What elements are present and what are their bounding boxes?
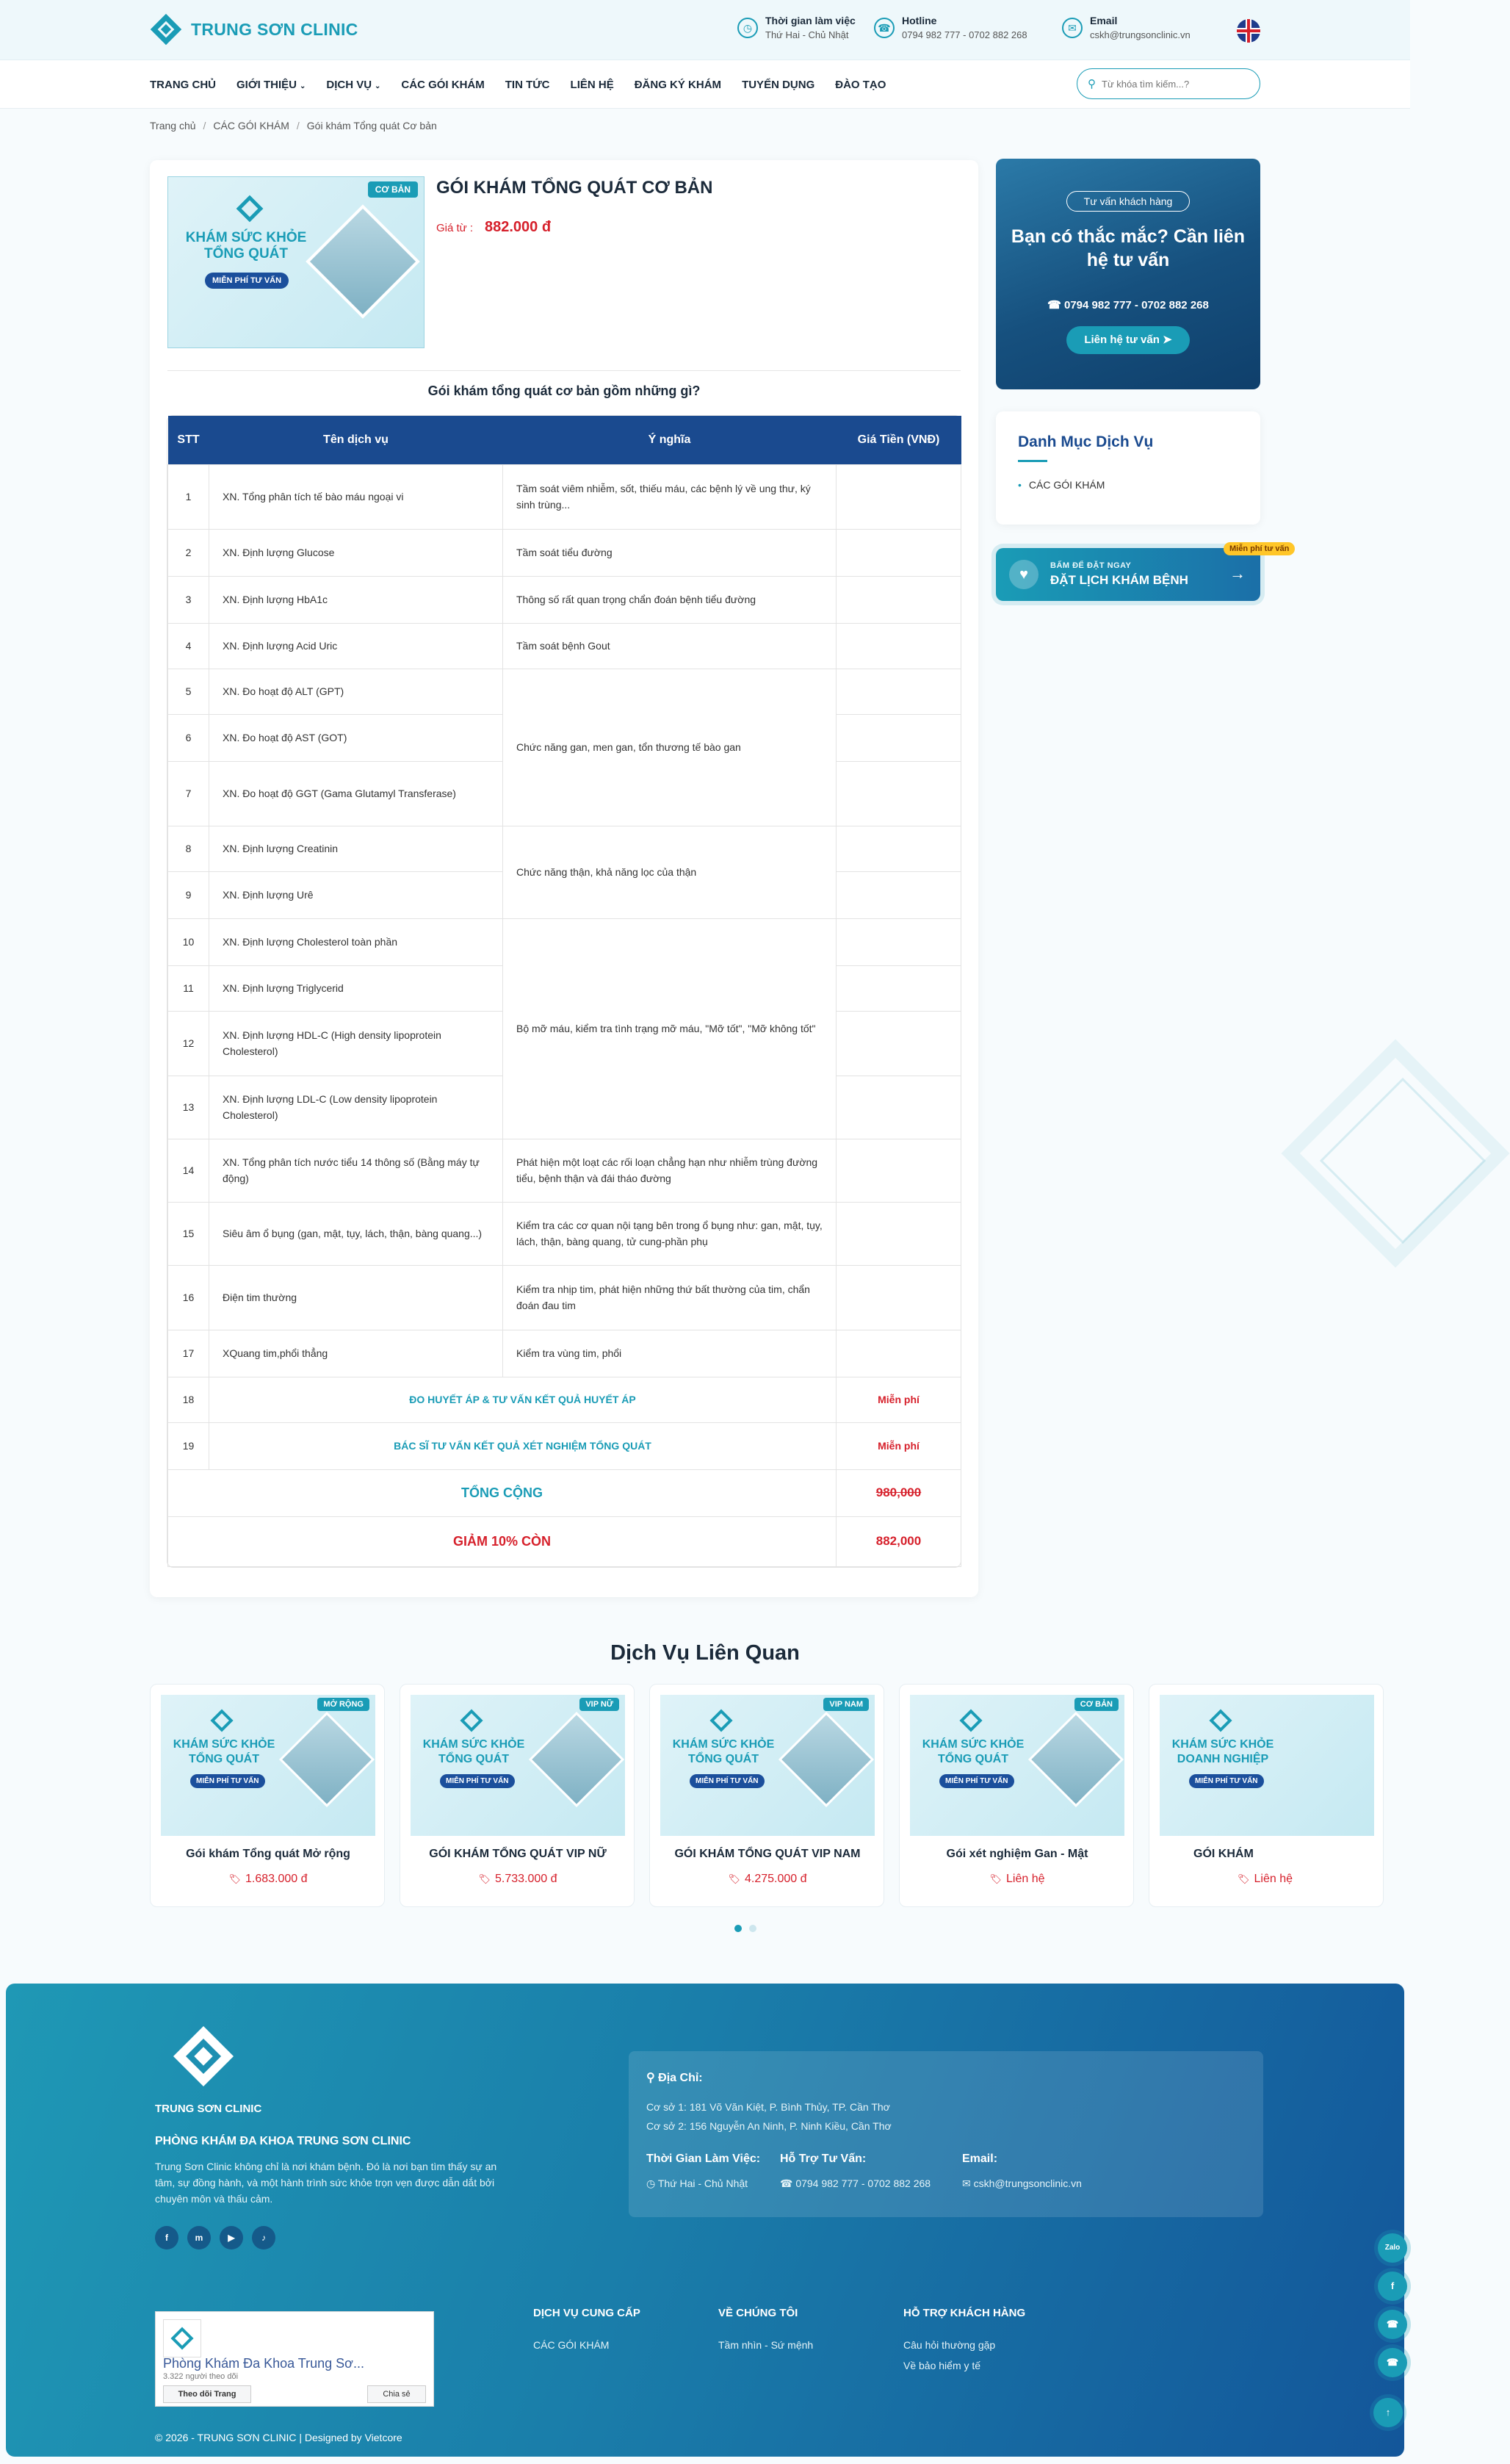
nav-item-packages[interactable]: CÁC GÓI KHÁM bbox=[401, 78, 485, 91]
clinic-logo-icon bbox=[709, 1709, 732, 1732]
cell-price bbox=[837, 669, 961, 714]
related-price bbox=[400, 1873, 635, 1886]
footer-link-packages[interactable]: CÁC GÓI KHÁM bbox=[533, 2339, 610, 2351]
related-badge: CƠ BẢN bbox=[1074, 1698, 1119, 1711]
carousel-dots bbox=[734, 1925, 756, 1932]
cell-price bbox=[837, 576, 961, 623]
mail-icon: ✉ bbox=[1062, 18, 1083, 38]
hours-title: Thời gian làm việc bbox=[765, 15, 856, 26]
cell-service: ĐO HUYẾT ÁP & TƯ VẤN KẾT QUẢ HUYẾT ÁP bbox=[209, 1377, 837, 1422]
category-underline bbox=[1018, 460, 1047, 462]
cell-price bbox=[837, 1265, 961, 1330]
footer-link-insurance[interactable]: Về bảo hiểm y tế bbox=[903, 2360, 981, 2371]
zalo-icon[interactable]: Zalo bbox=[1378, 2233, 1407, 2263]
footer-brand: TRUNG SƠN CLINIC bbox=[155, 2103, 262, 2115]
col-header-stt: STT bbox=[168, 416, 209, 464]
facebook-share-button[interactable]: Chia sẻ bbox=[367, 2385, 426, 2403]
related-badge: MỞ RỘNG bbox=[317, 1698, 369, 1711]
nav-item-about-label: GIỚI THIỆU bbox=[236, 78, 297, 91]
related-price bbox=[151, 1873, 386, 1886]
table-row bbox=[168, 1422, 961, 1469]
cell-price bbox=[837, 1330, 961, 1377]
cell-price bbox=[837, 529, 961, 576]
footer-logo-icon bbox=[175, 2028, 234, 2086]
send-icon: ➤ bbox=[1163, 334, 1172, 346]
related-image-button: MIỄN PHÍ TƯ VẤN bbox=[190, 1774, 265, 1788]
cell-meaning: Chức năng thận, khả năng lọc của thận bbox=[503, 826, 837, 918]
table-row bbox=[168, 1265, 961, 1330]
product-image-title bbox=[180, 230, 312, 262]
footer-col-support-title: HỖ TRỢ KHÁCH HÀNG bbox=[903, 2307, 1026, 2319]
clock-icon: ◷ bbox=[737, 18, 758, 38]
related-card[interactable] bbox=[1149, 1684, 1384, 1907]
table-row bbox=[168, 1330, 961, 1377]
cell-price bbox=[837, 1202, 961, 1265]
cell-meaning: Bộ mỡ máu, kiểm tra tình trạng mỡ máu, "Mỡ tốt", "Mỡ không tốt" bbox=[503, 918, 837, 1139]
related-card[interactable] bbox=[400, 1684, 635, 1907]
facebook-page-widget[interactable] bbox=[155, 2311, 434, 2407]
heart-icon: ♥ bbox=[1009, 560, 1038, 589]
book-small-label: BẤM ĐỂ ĐẶT NGAY bbox=[1050, 561, 1132, 570]
product-title: GÓI KHÁM TỔNG QUÁT CƠ BẢN bbox=[436, 178, 713, 198]
related-card-image bbox=[411, 1695, 625, 1836]
table-row bbox=[168, 669, 961, 714]
related-name[interactable]: GÓI KHÁM TỔNG QUÁT VIP NỮ bbox=[429, 1848, 607, 1860]
mail-icon: ✉ bbox=[962, 2177, 974, 2189]
price-tag-icon: 🏷 bbox=[478, 1873, 491, 1884]
package-contents-title: Gói khám tổng quát cơ bản gồm những gì? bbox=[427, 383, 701, 398]
related-card[interactable] bbox=[649, 1684, 884, 1907]
cell-stt: 3 bbox=[168, 576, 209, 623]
cell-stt: 11 bbox=[168, 965, 209, 1011]
footer-email-value[interactable] bbox=[962, 2177, 1082, 2190]
related-image-button: MIỄN PHÍ TƯ VẤN bbox=[690, 1774, 765, 1788]
related-name[interactable]: Gói khám Tổng quát Mở rộng bbox=[186, 1848, 350, 1860]
discount-label: GIẢM 10% CÒN bbox=[168, 1516, 837, 1566]
services-table bbox=[167, 416, 961, 1567]
cell-stt: 13 bbox=[168, 1076, 209, 1139]
footer-description: Trung Sơn Clinic không chỉ là nơi khám bệnh. Đó là nơi bạn tìm thấy sự an tâm, sự đồng hành, và một hành trình sức khỏe trọn vẹn được dẫn dắt bởi chuyên môn và thấu cảm. bbox=[155, 2161, 497, 2205]
consult-pill: Tư vấn khách hàng bbox=[1066, 191, 1190, 212]
nav-item-services[interactable] bbox=[326, 79, 380, 91]
related-image-line1: KHÁM SỨC KHỎE bbox=[672, 1738, 775, 1751]
cell-service: XN. Đo hoạt độ ALT (GPT) bbox=[209, 669, 503, 714]
related-image-line1: KHÁM SỨC KHỎE bbox=[422, 1738, 525, 1751]
facebook-page-name[interactable]: Phòng Khám Đa Khoa Trung Sơ... bbox=[163, 2356, 364, 2371]
product-image-line2: TỔNG QUÁT bbox=[204, 246, 288, 262]
cell-service: XN. Đo hoạt độ GGT (Gama Glutamyl Transferase) bbox=[209, 761, 503, 826]
cell-service: Siêu âm ổ bụng (gan, mật, tụy, lách, thận, bàng quang...) bbox=[209, 1202, 503, 1265]
related-photo bbox=[779, 1712, 874, 1807]
related-image-button: MIỄN PHÍ TƯ VẤN bbox=[1189, 1774, 1264, 1788]
footer-email-title: Email: bbox=[962, 2153, 998, 2165]
language-flag-icon[interactable] bbox=[1237, 19, 1260, 43]
email-title: Email bbox=[1090, 15, 1118, 26]
nav-item-training[interactable]: ĐÀO TẠO bbox=[835, 78, 886, 91]
facebook-page-avatar bbox=[163, 2319, 201, 2357]
email-contact[interactable] bbox=[1062, 15, 1191, 40]
nav-item-home[interactable]: TRANG CHỦ bbox=[150, 78, 216, 91]
facebook-float-icon[interactable]: f bbox=[1378, 2272, 1407, 2301]
cell-stt: 6 bbox=[168, 714, 209, 761]
footer-clinic-name: PHÒNG KHÁM ĐA KHOA TRUNG SƠN CLINIC bbox=[155, 2135, 411, 2147]
footer-hours-title: Thời Gian Làm Việc: bbox=[646, 2153, 761, 2165]
related-badge: VIP NAM bbox=[823, 1698, 869, 1711]
footer-support-title: Hỗ Trợ Tư Vấn: bbox=[780, 2153, 867, 2165]
discount-price: 882,000 bbox=[837, 1516, 961, 1566]
table-row bbox=[168, 1377, 961, 1422]
related-image-line2: TỔNG QUÁT bbox=[688, 1753, 759, 1765]
social-links bbox=[155, 2226, 275, 2249]
related-card-image bbox=[161, 1695, 375, 1836]
facebook-follow-button[interactable]: Theo dõi Trang bbox=[163, 2385, 251, 2403]
table-row bbox=[168, 623, 961, 669]
email-value[interactable]: cskh@trungsonclinic.vn bbox=[1090, 29, 1191, 40]
address-title bbox=[646, 2070, 703, 2085]
related-image-button: MIỄN PHÍ TƯ VẤN bbox=[939, 1774, 1014, 1788]
product-image-badge: CƠ BẢN bbox=[368, 181, 418, 198]
table-row bbox=[168, 529, 961, 576]
related-price bbox=[1149, 1873, 1384, 1886]
cell-service: XN. Đo hoạt độ AST (GOT) bbox=[209, 714, 503, 761]
related-price bbox=[650, 1873, 885, 1886]
cell-stt: 8 bbox=[168, 826, 209, 871]
category-item-packages[interactable]: • CÁC GÓI KHÁM bbox=[1018, 479, 1105, 491]
related-image-line2: TỔNG QUÁT bbox=[438, 1753, 509, 1765]
related-card-image bbox=[910, 1695, 1124, 1836]
breadcrumb-separator: / bbox=[296, 120, 300, 132]
cell-stt: 12 bbox=[168, 1011, 209, 1076]
footer-email-text: cskh@trungsonclinic.vn bbox=[973, 2177, 1082, 2189]
price-tag-icon: 🏷 bbox=[728, 1873, 740, 1884]
cell-stt: 9 bbox=[168, 871, 209, 918]
consult-phone[interactable] bbox=[996, 298, 1260, 311]
contact-consult-button[interactable] bbox=[1066, 326, 1190, 354]
cell-stt: 2 bbox=[168, 529, 209, 576]
related-image-line1: KHÁM SỨC KHỎE bbox=[173, 1738, 275, 1751]
messenger-icon[interactable]: m bbox=[187, 2226, 211, 2249]
top-header bbox=[0, 0, 1410, 60]
cell-meaning: Phát hiện một loạt các rối loạn chẳng hạn như nhiễm trùng đường tiểu, bệnh thận và đái tháo đường bbox=[503, 1139, 837, 1202]
related-image-line2: TỔNG QUÁT bbox=[938, 1753, 1008, 1765]
table-row bbox=[168, 576, 961, 623]
price-tag-icon: 🏷 bbox=[989, 1873, 1002, 1884]
address-title-text: Địa Chỉ: bbox=[658, 2072, 703, 2084]
table-row bbox=[168, 826, 961, 871]
book-large-label: ĐẶT LỊCH KHÁM BỆNH bbox=[1050, 573, 1188, 587]
related-carousel bbox=[150, 1684, 1293, 1909]
price-label: Giá từ : bbox=[436, 222, 474, 234]
cell-price bbox=[837, 761, 961, 826]
related-card[interactable] bbox=[150, 1684, 385, 1907]
cell-meaning: Chức năng gan, men gan, tổn thương tế bào gan bbox=[503, 669, 837, 826]
cell-stt: 19 bbox=[168, 1422, 209, 1469]
phone-float-icon[interactable]: ☎ bbox=[1378, 2310, 1407, 2339]
hotline-title: Hotline bbox=[902, 15, 937, 26]
search-input[interactable] bbox=[1102, 79, 1241, 90]
cell-price bbox=[837, 1139, 961, 1202]
cell-stt: 4 bbox=[168, 623, 209, 669]
cell-price bbox=[837, 714, 961, 761]
nav-item-services-label: DỊCH VỤ bbox=[326, 78, 372, 91]
logo-text: TRUNG SƠN CLINIC bbox=[191, 19, 358, 39]
cell-price bbox=[837, 464, 961, 529]
table-header-row bbox=[168, 416, 961, 464]
col-header-meaning: Ý nghĩa bbox=[503, 416, 837, 464]
search-icon[interactable]: ⚲ bbox=[1088, 78, 1096, 90]
related-image-line1: KHÁM SỨC KHỎE bbox=[1171, 1738, 1274, 1751]
facebook-icon[interactable]: f bbox=[155, 2226, 178, 2249]
cell-price bbox=[837, 1076, 961, 1139]
phone-icon: ☎ bbox=[874, 18, 895, 38]
carousel-dot[interactable] bbox=[749, 1925, 756, 1932]
cell-price: Miễn phí bbox=[837, 1422, 961, 1469]
footer-col-about-title: VỀ CHÚNG TÔI bbox=[718, 2307, 798, 2319]
facebook-followers: 3.322 người theo dõi bbox=[163, 2372, 239, 2381]
clinic-logo-icon bbox=[460, 1709, 483, 1732]
related-photo bbox=[1028, 1712, 1124, 1807]
cell-service: XQuang tim,phổi thẳng bbox=[209, 1330, 503, 1377]
book-appointment-button[interactable] bbox=[996, 548, 1260, 601]
related-image-line2: DOANH NGHIỆP bbox=[1177, 1753, 1269, 1765]
related-image-line2: TỔNG QUÁT bbox=[189, 1753, 259, 1765]
logo-icon bbox=[150, 13, 182, 46]
cell-service: XN. Tổng phân tích nước tiểu 14 thông số (Bằng máy tự động) bbox=[209, 1139, 503, 1202]
table-row bbox=[168, 1202, 961, 1265]
nav-item-careers[interactable]: TUYỂN DỤNG bbox=[742, 78, 815, 91]
cell-service: XN. Định lượng HDL-C (High density lipoprotein Cholesterol) bbox=[209, 1011, 503, 1076]
hotline[interactable] bbox=[874, 15, 1027, 40]
hotline-value[interactable]: 0794 982 777 - 0702 882 268 bbox=[902, 29, 1027, 40]
clinic-logo-icon bbox=[1209, 1709, 1232, 1732]
cell-price bbox=[837, 918, 961, 965]
footer-link-faq[interactable]: Câu hỏi thường gặp bbox=[903, 2339, 996, 2351]
cell-service: XN. Định lượng HbA1c bbox=[209, 576, 503, 623]
related-name[interactable]: GÓI KHÁM TỔNG QUÁT VIP NAM bbox=[674, 1848, 861, 1860]
cell-stt: 10 bbox=[168, 918, 209, 965]
address-line-2: Cơ sở 2: 156 Nguyễn An Ninh, P. Ninh Kiều, Cần Thơ bbox=[646, 2120, 892, 2132]
cell-service: XN. Định lượng Acid Uric bbox=[209, 623, 503, 669]
consult-card bbox=[996, 159, 1260, 389]
address-line-1: Cơ sở 1: 181 Võ Văn Kiệt, P. Bình Thủy, TP. Cần Thơ bbox=[646, 2101, 890, 2113]
cell-meaning: Kiểm tra vùng tim, phổi bbox=[503, 1330, 837, 1377]
cell-price bbox=[837, 826, 961, 871]
cell-stt: 16 bbox=[168, 1265, 209, 1330]
copyright: © 2026 - TRUNG SƠN CLINIC | Designed by Vietcore bbox=[155, 2432, 402, 2443]
site-footer bbox=[6, 1984, 1404, 2457]
cell-price: Miễn phí bbox=[837, 1377, 961, 1422]
related-image-title bbox=[914, 1737, 1032, 1767]
cell-meaning: Kiểm tra nhịp tim, phát hiện những thứ bất thường của tim, chẩn đoán đau tim bbox=[503, 1265, 837, 1330]
nav-item-contact[interactable]: LIÊN HỆ bbox=[570, 78, 614, 91]
cell-meaning: Tầm soát viêm nhiễm, sốt, thiếu máu, các bệnh lý về ung thư, ký sinh trùng... bbox=[503, 464, 837, 529]
table-row bbox=[168, 918, 961, 965]
related-card[interactable] bbox=[899, 1684, 1134, 1907]
chevron-down-icon: ⌄ bbox=[299, 82, 306, 90]
cell-service: XN. Định lượng Triglycerid bbox=[209, 965, 503, 1011]
breadcrumb-separator: / bbox=[203, 120, 206, 132]
footer-hours-text: Thứ Hai - Chủ Nhật bbox=[657, 2177, 748, 2189]
related-badge: VIP NỮ bbox=[579, 1698, 619, 1711]
free-consult-badge: Miễn phí tư vấn bbox=[1224, 542, 1295, 555]
consult-title: Bạn có thắc mắc? Cần liên hệ tư vấn bbox=[1011, 226, 1246, 270]
cell-price bbox=[837, 623, 961, 669]
nav-item-about[interactable] bbox=[236, 79, 306, 91]
product-image bbox=[167, 176, 425, 348]
cell-service: XN. Định lượng LDL-C (Low density lipoprotein Cholesterol) bbox=[209, 1076, 503, 1139]
related-price-value: Liên hệ bbox=[1006, 1873, 1045, 1885]
cell-meaning: Thông số rất quan trọng chẩn đoán bệnh tiểu đường bbox=[503, 576, 837, 623]
related-price bbox=[900, 1873, 1135, 1886]
breadcrumb-category[interactable]: CÁC GÓI KHÁM bbox=[213, 120, 289, 132]
contact-consult-label: Liên hệ tư vấn bbox=[1084, 334, 1160, 346]
discount-row bbox=[168, 1516, 961, 1566]
footer-col-services-title: DỊCH VỤ CUNG CẤP bbox=[533, 2307, 640, 2319]
related-services-title: Dịch Vụ Liên Quan bbox=[610, 1641, 800, 1665]
working-hours bbox=[737, 15, 856, 40]
related-name[interactable]: GÓI KHÁM bbox=[1193, 1848, 1254, 1860]
col-header-price: Giá Tiền (VNĐ) bbox=[837, 416, 961, 464]
related-image-title bbox=[415, 1737, 532, 1767]
cell-meaning: Tầm soát tiểu đường bbox=[503, 529, 837, 576]
cell-stt: 18 bbox=[168, 1377, 209, 1422]
cell-price bbox=[837, 965, 961, 1011]
cell-service: Điện tim thường bbox=[209, 1265, 503, 1330]
related-price-value: 4.275.000 đ bbox=[744, 1873, 807, 1885]
table-row bbox=[168, 464, 961, 529]
site-logo[interactable] bbox=[150, 13, 358, 46]
category-title: Danh Mục Dịch Vụ bbox=[1018, 433, 1154, 450]
cell-meaning: Kiểm tra các cơ quan nội tạng bên trong ổ bụng như: gan, mật, tụy, lách, thận, bàng quang, tử cung-phần phụ bbox=[503, 1202, 837, 1265]
cell-stt: 7 bbox=[168, 761, 209, 826]
cell-stt: 1 bbox=[168, 464, 209, 529]
youtube-icon[interactable]: ▶ bbox=[220, 2226, 243, 2249]
nav-item-register[interactable]: ĐĂNG KÝ KHÁM bbox=[634, 78, 722, 91]
footer-link-vision[interactable]: Tầm nhìn - Sứ mệnh bbox=[718, 2339, 814, 2351]
related-image-title bbox=[1164, 1737, 1282, 1767]
total-label: TỔNG CỘNG bbox=[168, 1469, 837, 1516]
cell-meaning: Tầm soát bệnh Gout bbox=[503, 623, 837, 669]
related-price-value: 5.733.000 đ bbox=[494, 1873, 557, 1885]
carousel-dot-active[interactable] bbox=[734, 1925, 742, 1932]
cell-service: BÁC SĨ TƯ VẤN KẾT QUẢ XÉT NGHIỆM TỔNG QUÁT bbox=[209, 1422, 837, 1469]
doctor-photo bbox=[306, 204, 420, 319]
tiktok-icon[interactable]: ♪ bbox=[252, 2226, 275, 2249]
cell-service: XN. Tổng phân tích tế bào máu ngoại vi bbox=[209, 464, 503, 529]
related-card-image bbox=[660, 1695, 875, 1836]
col-header-service: Tên dịch vụ bbox=[209, 416, 503, 464]
total-price: 980,000 bbox=[837, 1469, 961, 1516]
arrow-right-icon: → bbox=[1229, 564, 1246, 583]
cell-service: XN. Định lượng Urê bbox=[209, 871, 503, 918]
related-card-image bbox=[1160, 1695, 1374, 1836]
price-tag-icon: 🏷 bbox=[1238, 1873, 1250, 1884]
nav-item-news[interactable]: TIN TỨC bbox=[505, 78, 550, 91]
cell-stt: 15 bbox=[168, 1202, 209, 1265]
phone-float-icon[interactable]: ☎ bbox=[1378, 2348, 1407, 2377]
footer-contact-box bbox=[629, 2051, 1263, 2217]
cell-stt: 14 bbox=[168, 1139, 209, 1202]
related-image-title bbox=[165, 1737, 283, 1767]
related-name[interactable]: Gói xét nghiệm Gan - Mật bbox=[946, 1848, 1088, 1860]
footer-support-value[interactable] bbox=[780, 2177, 931, 2190]
related-price-value: Liên hệ bbox=[1254, 1873, 1293, 1885]
phone-icon: ☎ bbox=[780, 2177, 796, 2189]
category-card bbox=[996, 411, 1260, 525]
related-image-line1: KHÁM SỨC KHỎE bbox=[922, 1738, 1025, 1751]
cell-service: XN. Định lượng Cholesterol toàn phần bbox=[209, 918, 503, 965]
cell-service: XN. Định lượng Glucose bbox=[209, 529, 503, 576]
total-row bbox=[168, 1469, 961, 1516]
related-photo bbox=[529, 1712, 624, 1807]
search-box bbox=[1077, 68, 1260, 99]
product-price: 882.000 đ bbox=[485, 219, 552, 235]
cell-price bbox=[837, 871, 961, 918]
footer-support-text: 0794 982 777 - 0702 882 268 bbox=[795, 2177, 931, 2189]
divider bbox=[167, 370, 961, 371]
clinic-logo-icon bbox=[959, 1709, 982, 1732]
consult-phone-text: 0794 982 777 - 0702 882 268 bbox=[1064, 299, 1209, 311]
clinic-logo-icon bbox=[210, 1709, 233, 1732]
hours-value: Thứ Hai - Chủ Nhật bbox=[765, 29, 849, 40]
related-price-value: 1.683.000 đ bbox=[245, 1873, 308, 1885]
related-image-title bbox=[665, 1737, 782, 1767]
breadcrumb-current: Gói khám Tổng quát Cơ bản bbox=[306, 120, 437, 132]
cell-service: XN. Định lượng Creatinin bbox=[209, 826, 503, 871]
related-photo bbox=[279, 1712, 375, 1807]
location-pin-icon: ⚲ bbox=[646, 2072, 659, 2084]
product-detail-card bbox=[150, 160, 978, 1597]
product-image-line1: KHÁM SỨC KHỎE bbox=[185, 230, 307, 245]
back-to-top-icon[interactable]: ↑ bbox=[1373, 2398, 1403, 2427]
related-image-button: MIỄN PHÍ TƯ VẤN bbox=[440, 1774, 515, 1788]
price-tag-icon: 🏷 bbox=[228, 1873, 241, 1884]
clock-icon: ◷ bbox=[646, 2177, 658, 2189]
cell-stt: 17 bbox=[168, 1330, 209, 1377]
breadcrumb bbox=[150, 120, 437, 132]
clinic-logo-icon bbox=[236, 195, 264, 223]
phone-icon: ☎ bbox=[1047, 299, 1064, 311]
cell-stt: 5 bbox=[168, 669, 209, 714]
table-row bbox=[168, 1139, 961, 1202]
cell-price bbox=[837, 1011, 961, 1076]
product-image-button: MIỄN PHÍ TƯ VẤN bbox=[205, 273, 289, 289]
chevron-down-icon: ⌄ bbox=[375, 82, 381, 90]
footer-hours-value bbox=[646, 2177, 748, 2190]
breadcrumb-home[interactable]: Trang chủ bbox=[150, 120, 196, 132]
